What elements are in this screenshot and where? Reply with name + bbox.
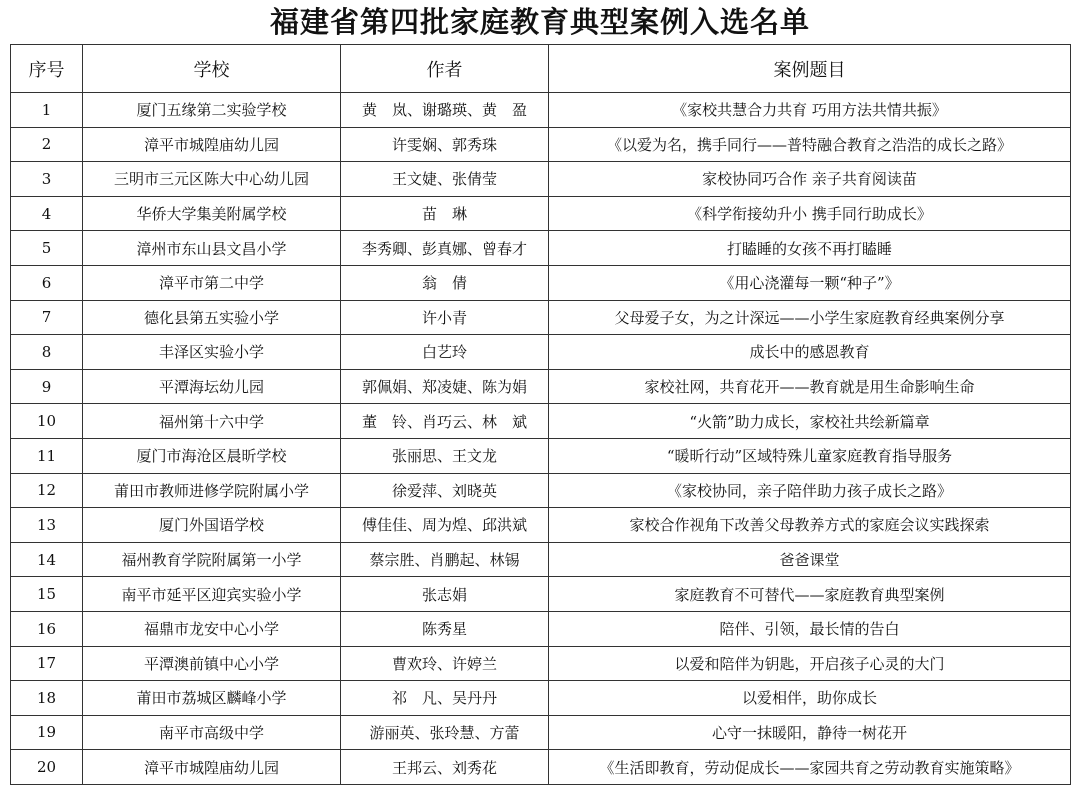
table-row (11, 681, 1071, 716)
cell-school: 福州教育学院附属第一小学 (83, 542, 341, 577)
table-row (11, 127, 1071, 162)
cell-case-title: 父母爱子女，为之计深远——小学生家庭教育经典案例分享 (549, 300, 1071, 335)
cell-number: 2 (11, 127, 83, 162)
table-row (11, 508, 1071, 543)
table-row (11, 646, 1071, 681)
cell-case-title: 陪伴、引领，最长情的告白 (549, 611, 1071, 646)
cell-author: 苗 琳 (341, 196, 549, 231)
cell-case-title: 《家校共慧合力共育 巧用方法共情共振》 (549, 93, 1071, 128)
cell-author: 翁 倩 (341, 265, 549, 300)
cell-number: 15 (11, 577, 83, 612)
table-body (11, 93, 1071, 785)
cell-case-title: 家校合作视角下改善父母教养方式的家庭会议实践探索 (549, 508, 1071, 543)
table-row (11, 715, 1071, 750)
cell-author: 李秀卿、彭真娜、曾春才 (341, 231, 549, 266)
cell-number: 19 (11, 715, 83, 750)
cell-school: 厦门外国语学校 (83, 508, 341, 543)
cell-author: 王文婕、张倩莹 (341, 162, 549, 197)
cell-author: 徐爱萍、刘晓英 (341, 473, 549, 508)
cell-school: 漳平市城隍庙幼儿园 (83, 127, 341, 162)
cell-school: 华侨大学集美附属学校 (83, 196, 341, 231)
cell-school: 福鼎市龙安中心小学 (83, 611, 341, 646)
cell-school: 漳平市城隍庙幼儿园 (83, 750, 341, 785)
table-row (11, 162, 1071, 197)
column-header-number: 序号 (11, 45, 83, 93)
cell-author: 许小青 (341, 300, 549, 335)
cell-author: 郭佩娟、郑凌婕、陈为娟 (341, 369, 549, 404)
cell-school: 丰泽区实验小学 (83, 335, 341, 370)
cell-school: 漳平市第二中学 (83, 265, 341, 300)
table-row (11, 750, 1071, 785)
cell-case-title: 《以爱为名，携手同行——普特融合教育之浩浩的成长之路》 (549, 127, 1071, 162)
cell-school: 南平市高级中学 (83, 715, 341, 750)
cell-number: 10 (11, 404, 83, 439)
cell-number: 14 (11, 542, 83, 577)
table-row (11, 473, 1071, 508)
cell-case-title: 成长中的感恩教育 (549, 335, 1071, 370)
table-row (11, 196, 1071, 231)
table-row (11, 265, 1071, 300)
page-title: 福建省第四批家庭教育典型案例入选名单 (269, 5, 810, 39)
cell-author: 董 铃、肖巧云、林 斌 (341, 404, 549, 439)
cell-case-title: 以爱相伴，助你成长 (549, 681, 1071, 716)
cell-number: 18 (11, 681, 83, 716)
cell-school: 福州第十六中学 (83, 404, 341, 439)
cell-school: 漳州市东山县文昌小学 (83, 231, 341, 266)
cell-number: 5 (11, 231, 83, 266)
cell-school: 三明市三元区陈大中心幼儿园 (83, 162, 341, 197)
cell-author: 张志娟 (341, 577, 549, 612)
cell-school: 厦门市海沧区晨昕学校 (83, 438, 341, 473)
cell-school: 莆田市荔城区麟峰小学 (83, 681, 341, 716)
cell-number: 8 (11, 335, 83, 370)
cell-author: 许雯娴、郭秀珠 (341, 127, 549, 162)
cell-author: 游丽英、张玲慧、方蕾 (341, 715, 549, 750)
cell-case-title: 打瞌睡的女孩不再打瞌睡 (549, 231, 1071, 266)
cell-school: 莆田市教师进修学院附属小学 (83, 473, 341, 508)
cell-case-title: 《家校协同，亲子陪伴助力孩子成长之路》 (549, 473, 1071, 508)
cell-author: 黄 岚、谢璐瑛、黄 盈 (341, 93, 549, 128)
cell-number: 20 (11, 750, 83, 785)
cell-number: 1 (11, 93, 83, 128)
selection-list-table (10, 44, 1071, 785)
cell-school: 南平市延平区迎宾实验小学 (83, 577, 341, 612)
table-row (11, 438, 1071, 473)
cell-case-title: 心守一抹暖阳，静待一树花开 (549, 715, 1071, 750)
cell-case-title: 家校社网，共育花开——教育就是用生命影响生命 (549, 369, 1071, 404)
cell-number: 9 (11, 369, 83, 404)
cell-author: 傅佳佳、周为煌、邱洪斌 (341, 508, 549, 543)
cell-case-title: 《用心浇灌每一颗“种子”》 (549, 265, 1071, 300)
cell-number: 16 (11, 611, 83, 646)
cell-author: 蔡宗胜、肖鹏起、林锡 (341, 542, 549, 577)
table-row (11, 335, 1071, 370)
cell-author: 白艺玲 (341, 335, 549, 370)
cell-number: 17 (11, 646, 83, 681)
table-row (11, 404, 1071, 439)
cell-case-title: 家庭教育不可替代——家庭教育典型案例 (549, 577, 1071, 612)
cell-author: 张丽思、王文龙 (341, 438, 549, 473)
cell-case-title: “火箭”助力成长，家校社共绘新篇章 (549, 404, 1071, 439)
cell-case-title: 《生活即教育，劳动促成长——家园共育之劳动教育实施策略》 (549, 750, 1071, 785)
cell-case-title: 爸爸课堂 (549, 542, 1071, 577)
table-row (11, 577, 1071, 612)
cell-author: 祁 凡、吴丹丹 (341, 681, 549, 716)
cell-school: 德化县第五实验小学 (83, 300, 341, 335)
cell-school: 平潭澳前镇中心小学 (83, 646, 341, 681)
cell-author: 陈秀星 (341, 611, 549, 646)
cell-number: 13 (11, 508, 83, 543)
cell-author: 曹欢玲、许婷兰 (341, 646, 549, 681)
table-row (11, 93, 1071, 128)
cell-number: 3 (11, 162, 83, 197)
cell-number: 7 (11, 300, 83, 335)
cell-case-title: 家校协同巧合作 亲子共育阅读苗 (549, 162, 1071, 197)
table-row (11, 369, 1071, 404)
cell-number: 6 (11, 265, 83, 300)
column-header-author: 作者 (341, 45, 549, 93)
table-header-row (11, 45, 1071, 93)
cell-school: 平潭海坛幼儿园 (83, 369, 341, 404)
cell-number: 12 (11, 473, 83, 508)
column-header-case-title: 案例题目 (549, 45, 1071, 93)
table-row (11, 542, 1071, 577)
table-row (11, 300, 1071, 335)
cell-number: 4 (11, 196, 83, 231)
table-row (11, 231, 1071, 266)
cell-case-title: “暖昕行动”区域特殊儿童家庭教育指导服务 (549, 438, 1071, 473)
cell-school: 厦门五缘第二实验学校 (83, 93, 341, 128)
table-row (11, 611, 1071, 646)
cell-case-title: 以爱和陪伴为钥匙，开启孩子心灵的大门 (549, 646, 1071, 681)
cell-author: 王邦云、刘秀花 (341, 750, 549, 785)
cell-case-title: 《科学衔接幼升小 携手同行助成长》 (549, 196, 1071, 231)
cell-number: 11 (11, 438, 83, 473)
column-header-school: 学校 (83, 45, 341, 93)
